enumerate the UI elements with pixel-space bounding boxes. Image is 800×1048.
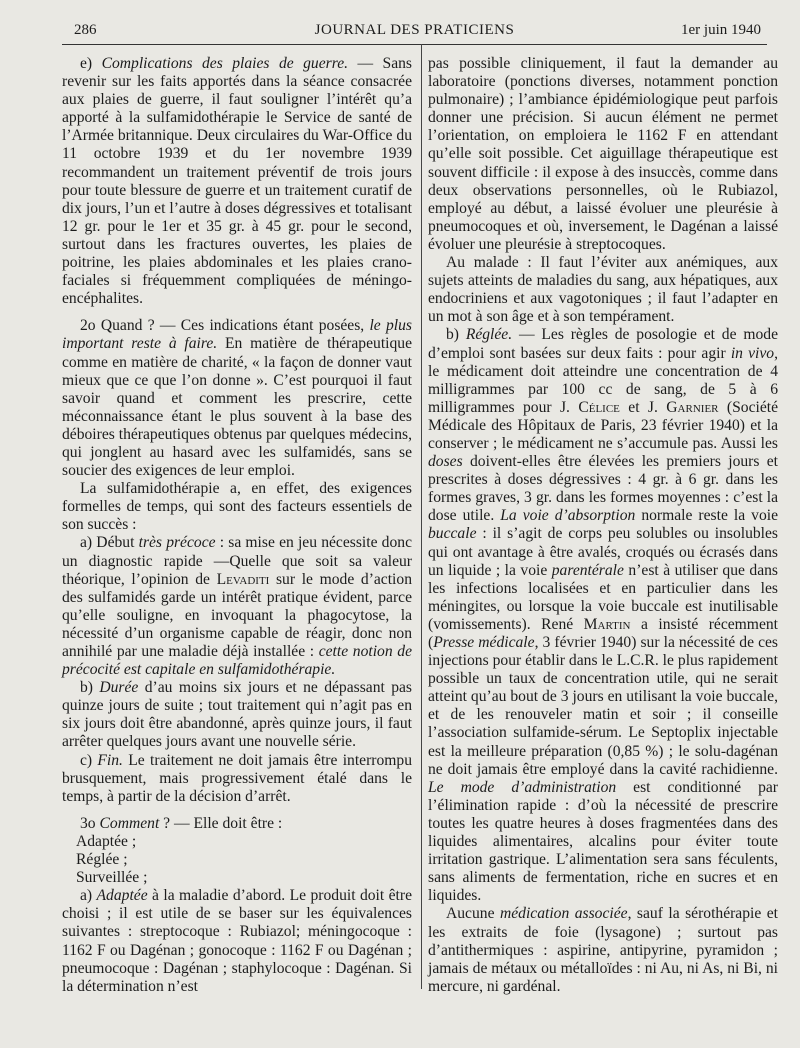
- paragraph-when: 2o Quand ? — Ces indications étant posées, le plus important reste à faire. En matière de thérapeutique comme en matière de charité, « la façon de donner vaut mieux que ce que l’on donne ». C’est pourquoi il faut savoir quand et comment les prescrire, cette méconnaissance étant le plus souvent à la base des déboires thérapeutiques obtenus par quelques médecins, qui jonglent au hasard avec les sulfamidés, sans se soucier des exigences de leur emploi.: [62, 317, 412, 480]
- header-rule: [62, 44, 767, 45]
- list-item: Adaptée ;: [76, 832, 137, 850]
- paragraph-continuation: pas possible cliniquement, il faut la demander au laboratoire (ponctions diverses, notamment ponction pulmonaire) ; l’ambiance épidémiologique peut parfois donner une précision. Si aucun élément ne permet l’orientation, on emploiera le 1162 F en attendant qu’elle soit possible. Cet aiguillage thérapeutique est souvent difficile : il expose à des insuccès, comme dans deux observations personnelles, où le Rubiazol, employé au début, a laissé évoluer une pleurésie à pneumocoques et où, inversement, le Dagénan a laissé évoluer une pleurésie à streptocoques.: [428, 55, 778, 253]
- issue-date: 1er juin 1940: [681, 22, 761, 38]
- paragraph-regulated: b) Réglée. — Les règles de posologie et de mode d’emploi sont basées sur deux faits : pour agir in vivo, le médicament doit atteindre une concentration de 4 milligrammes par 100 cc de sang, de 5 à 6 milligrammes pour J. Célice et J. Garnier (Société Médicale des Hôpitaux de Paris, 23 février 1940) et la conserver ; le médicament ne s’accumule pas. Aussi les doses doivent-elles être élevées les premiers jours et prescrites à doses dégressives : 4 gr. à 6 gr. dans les formes graves, 3 gr. dans les formes moyennes : c’est la dose utile. La voie d’absorption normale reste la voie buccale : il s’agit de corps peu solubles ou insolubles qui ont avantage à être avalés, croqués ou écrasés dans un liquide ; la voie parentérale n’est à utiliser que dans les infections localisées et en particulier dans les méningites, ou lorsque la voie buccale est inutilisable (vomissements). René Martin a insisté récemment (Presse médicale, 3 février 1940) sur la nécessité de ces injections pour établir dans le L.C.R. le plus rapidement possible un taux de concentration utile, qui ne serait atteint qu’au bout de 3 jours en utilisant la voie buccale, et de les renouveler matin et soir ; il conseille l’association sulfamide-sérum. Le Septoplix injectable est la meilleure préparation (0,85 %) ; le solu-dagénan ne doit jamais être employé dans la cavité rachidienne. Le mode d’administration est conditionné par l’élimination rapide : d’où la nécessité de prescrire toutes les quatre heures à doses fragmentées dans des liquides alimentaires, alcalins pour éviter toute irritation gastrique. L’alimentation sera sans féculents, sans aliments de fermentation, riche en sucres et en liquides.: [428, 326, 778, 905]
- paragraph-end: c) Fin. Le traitement ne doit jamais être interrompu brusquement, mais progressivement étalé dans le temps, à partir de la décision d’arrêt.: [62, 751, 412, 805]
- list-item: Surveillée ;: [76, 869, 148, 887]
- paragraph-how: 3o Comment ? — Elle doit être :: [80, 814, 283, 832]
- paragraph-adapted: a) Adaptée à la maladie d’abord. Le produit doit être choisi ; il est utile de se baser sur les équivalences suivantes : streptocoque : Rubiazol; méningocoque : 1162 F ou Dagénan ; gonocoque : 1162 F ou Dagénan ; pneumocoque : Dagénan ; staphylocoque : Dagénan. Si la détermination n’est: [62, 887, 412, 995]
- column-divider: [421, 44, 422, 989]
- paragraph-time-requirements: La sulfamidothérapie a, en effet, des exigences formelles de temps, qui sont des facteurs essentiels de son succès :: [62, 480, 412, 534]
- paragraph-associated-medication: Aucune médication associée, sauf la sérothérapie et les extraits de foie (lysagone) ; surtout pas d’antithermiques : aspirine, antipyrine, pyramidon ; jamais de métaux ou métalloïdes : ni Au, ni As, ni Bi, ni mercure, ni gardénal.: [428, 905, 778, 995]
- page-number: 286: [74, 22, 97, 38]
- paragraph-duration: b) Durée d’au moins six jours et ne dépassant pas quinze jours de suite ; tout traitement qui n’agit pas en six jours doit être abandonné, après quinze jours, il faut arrêter quelques jours avant une nouvelle série.: [62, 679, 412, 751]
- left-column: [62, 55, 412, 996]
- paragraph-patient: Au malade : Il faut l’éviter aux anémiques, aux sujets atteints de maladies du sang, aux hépatiques, aux endocriniens et aux vagotoniques ; il faut l’adapter en un mot à son âge et à son tempérament.: [428, 254, 778, 326]
- page-header: [62, 20, 767, 42]
- right-column: [428, 55, 778, 996]
- paragraph-early-start: a) Début très précoce : sa mise en jeu nécessite donc un diagnostic rapide —Quelle que soit sa valeur théorique, l’opinion de Levaditi sur le mode d’action des sulfamidés garde un intérêt pratique évident, parce qu’elle souligne, en invoquant la phagocytose, la nécessité d’un organisme capable de réagir, donc non annihilé par une maladie déjà installée : cette notion de précocité est capitale en sulfamidothérapie.: [62, 534, 412, 679]
- journal-title: JOURNAL DES PRATICIENS: [314, 22, 515, 38]
- list-item: Réglée ;: [76, 851, 128, 869]
- paragraph-war-wounds: e) Complications des plaies de guerre. — Sans revenir sur les faits apportés dans la séance consacrée aux plaies de guerre, il faut souligner l’intérêt qu’a apporté à la sulfamidothérapie le Service de santé de l’Armée britannique. Deux circulaires du War-Office du 11 octobre 1939 et du 1er novembre 1939 recommandent un traitement préventif de trois jours pour toute blessure de guerre et un traitement curatif de dix jours, l’un et l’autre à doses dégressives et totalisant 12 gr. pour le 1er et 35 gr. à 45 gr. pour le second, surtout dans les fractures ouvertes, les plaies de poitrine, les plaies abdominales et les plaies crano-faciales si fréquemment compliquées de méningo-encéphalites.: [62, 55, 412, 308]
